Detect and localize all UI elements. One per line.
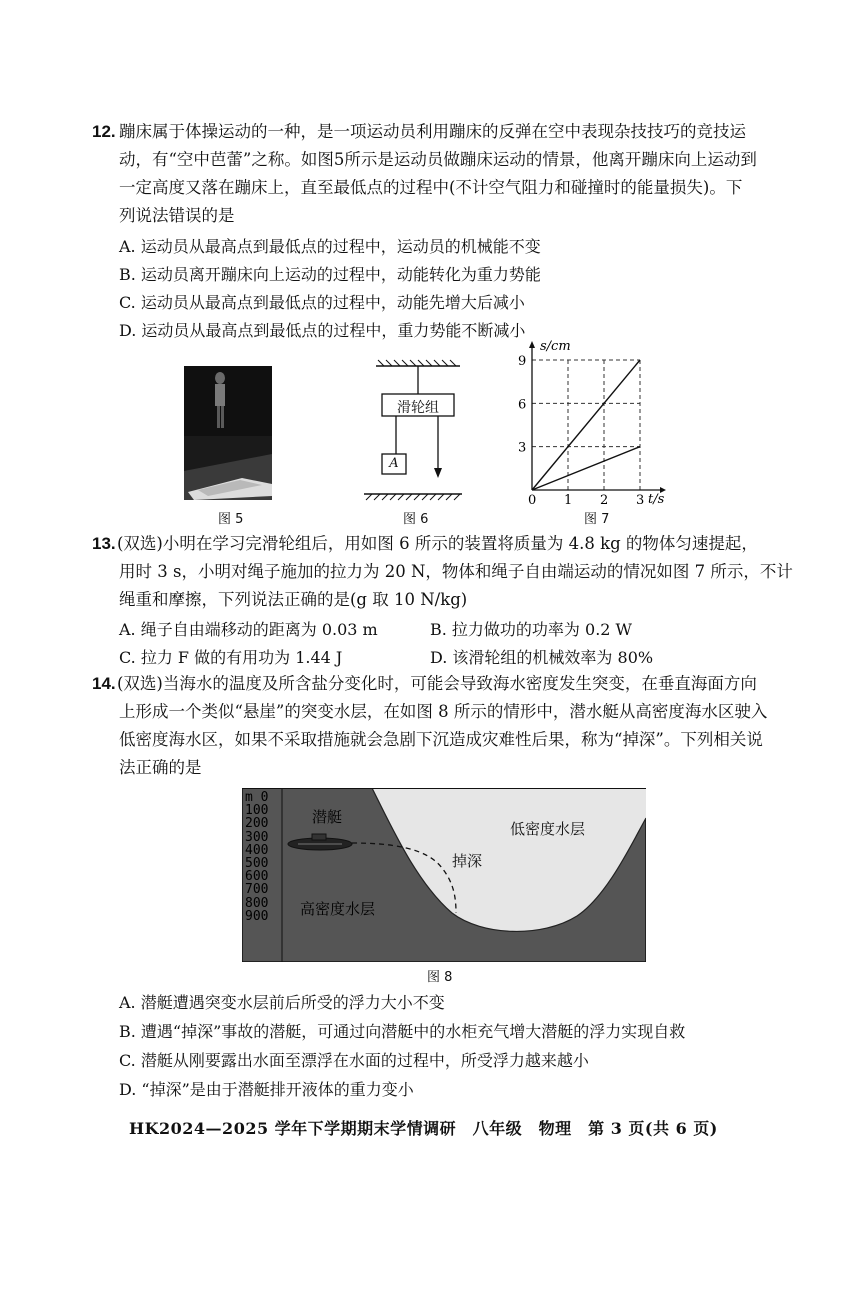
- question-14-option-d: D. “掉深”是由于潜艇排开液体的重力变小: [119, 1080, 414, 1099]
- depth-label-500: 500: [245, 856, 269, 872]
- depth-label-200: 200: [245, 816, 269, 832]
- question-12-option-c: C. 运动员从最高点到最低点的过程中，动能先增大后减小: [119, 293, 525, 312]
- question-12-text-line-2: 动，有“空中芭蕾”之称。如图5所示是运动员做蹦床运动的情景，他离开蹦床向上运动到: [119, 150, 757, 169]
- depth-label-0: 0: [260, 790, 269, 805]
- question-12-text-line-4: 列说法错误的是: [119, 206, 235, 225]
- x-tick-label-3: 3: [636, 493, 645, 506]
- question-14-number: 14.: [92, 674, 116, 693]
- question-14-text-line-2: 上形成一个类似“悬崖”的突变水层，在如图 8 所示的情形中，潜水艇从高密度海水区驶入: [119, 702, 768, 721]
- depth-label-300: 300: [245, 829, 269, 845]
- figure-8-low-density-label: 低密度水层: [510, 820, 586, 838]
- figure-6-block-label: A: [389, 456, 399, 471]
- question-13-option-b: B. 拉力做功的功率为 0.2 W: [430, 620, 632, 639]
- depth-label-700: 700: [245, 882, 269, 898]
- question-13-number: 13.: [92, 534, 116, 553]
- question-14-text-line-3: 低密度海水区，如果不采取措施就会急剧下沉造成灾难性后果，称为“掉深”。下列相关说: [119, 730, 763, 749]
- depth-label-900: 900: [245, 908, 269, 924]
- question-12-option-a: A. 运动员从最高点到最低点的过程中，运动员的机械能不变: [119, 237, 541, 256]
- figure-6-pulley-label: 滑轮组: [397, 400, 439, 416]
- figure-8-caption: 图 8: [427, 970, 453, 985]
- question-12-text-line-1: 蹦床属于体操运动的一种，是一项运动员利用蹦床的反弹在空中表现杂技技巧的竞技运: [119, 122, 746, 141]
- question-14-option-b: B. 遭遇“掉深”事故的潜艇，可通过向潜艇中的水柜充气增大潜艇的浮力实现自救: [119, 1022, 686, 1041]
- y-axis-arrow: [529, 341, 535, 348]
- x-axis-label: t/s: [648, 492, 665, 506]
- question-13-text-line-2: 用时 3 s，小明对绳子施加的拉力为 20 N，物体和绳子自由端运动的情况如图 7 所示，不计: [119, 562, 793, 581]
- series-line-1: [532, 360, 640, 490]
- question-14-option-c: C. 潜艇从刚要露出水面至漂浮在水面的过程中，所受浮力越来越小: [119, 1051, 589, 1070]
- question-14-text-line-1: (双选)当海水的温度及所含盐分变化时，可能会导致海水密度发生突变，在垂直海面方向: [117, 674, 757, 693]
- figure-6-pulley-diagram: [360, 358, 470, 506]
- figure-8-submarine-label: 潜艇: [312, 808, 343, 826]
- question-14-option-a: A. 潜艇遭遇突变水层前后所受的浮力大小不变: [119, 993, 445, 1012]
- y-tick-label-6: 6: [518, 397, 527, 413]
- figure-7-st-graph: [510, 336, 670, 506]
- depth-label-100: 100: [245, 803, 269, 819]
- figure-5-trampoline-photo: [184, 366, 272, 500]
- question-13-text-line-1: (双选)小明在学习完滑轮组后，用如图 6 所示的装置将质量为 4.8 kg 的物体匀速提起，: [117, 534, 758, 553]
- x-tick-label-0: 0: [528, 493, 537, 506]
- x-tick-label-1: 1: [564, 493, 573, 506]
- question-13-option-a: A. 绳子自由端移动的距离为 0.03 m: [119, 620, 378, 639]
- question-13-text-line-3: 绳重和摩擦，下列说法正确的是(g 取 10 N/kg): [119, 590, 468, 609]
- question-14-text-line-4: 法正确的是: [119, 758, 202, 777]
- figure-5-caption: 图 5: [218, 512, 244, 527]
- y-tick-label-9: 9: [518, 354, 527, 369]
- figure-6-caption: 图 6: [403, 512, 429, 527]
- figure-8-ocean-diagram: [242, 788, 646, 962]
- question-13-option-d: D. 该滑轮组的机械效率为 80%: [430, 648, 654, 667]
- depth-label-600: 600: [245, 869, 269, 885]
- question-12-option-d: D. 运动员从最高点到最低点的过程中，重力势能不断减小: [119, 321, 526, 340]
- series-line-2: [532, 447, 640, 490]
- depth-label-400: 400: [245, 842, 269, 858]
- submarine-tower: [312, 834, 326, 840]
- depth-unit: m: [245, 790, 253, 805]
- y-tick-label-3: 3: [518, 440, 527, 456]
- figure-8-depth-scale: [245, 791, 281, 923]
- question-12-option-b: B. 运动员离开蹦床向上运动的过程中，动能转化为重力势能: [119, 265, 541, 284]
- x-tick-label-2: 2: [600, 493, 609, 506]
- figure-7-caption: 图 7: [584, 512, 610, 527]
- question-12-number: 12.: [92, 122, 116, 141]
- figure-8-high-density-label: 高密度水层: [300, 900, 376, 918]
- question-12-text-line-3: 一定高度又落在蹦床上，直至最低点的过程中(不计空气阻力和碰撞时的能量损失)。下: [119, 178, 743, 197]
- y-axis-label: s/cm: [540, 339, 571, 354]
- figure-8-drop-label: 掉深: [452, 852, 483, 870]
- question-13-option-c: C. 拉力 F 做的有用功为 1.44 J: [119, 648, 343, 667]
- depth-label-800: 800: [245, 895, 269, 911]
- page-footer: HK2024—2025 学年下学期期末学情调研 八年级 物理 第 3 页(共 6 页): [129, 1119, 718, 1138]
